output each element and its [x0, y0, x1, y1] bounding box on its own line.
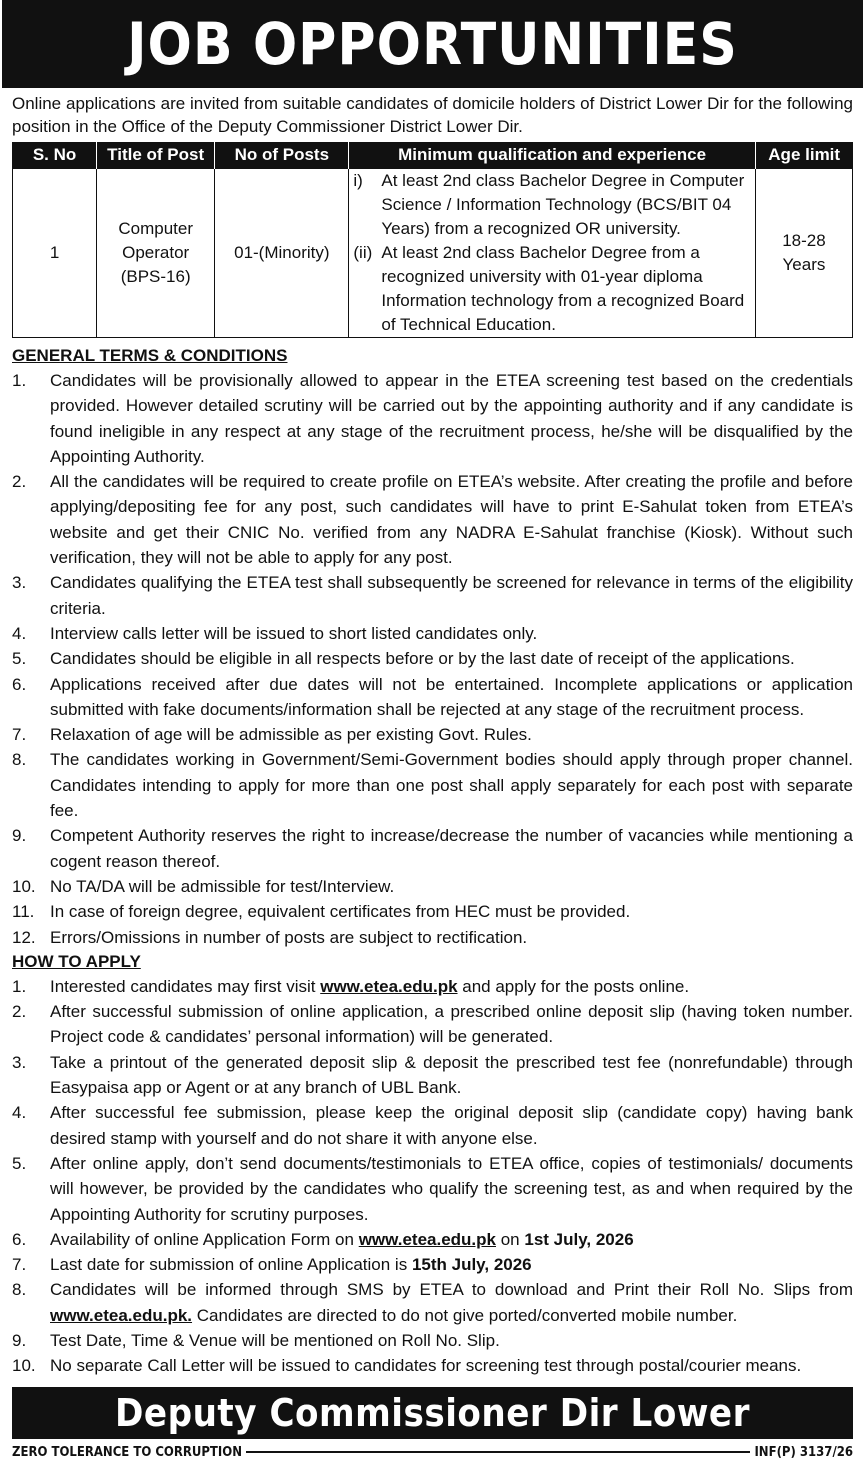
last-date: 15th July, 2026 — [411, 1255, 532, 1275]
cell-sno: 1 — [13, 169, 97, 338]
qualification-number: (ii) — [353, 243, 373, 262]
list-item — [12, 1100, 853, 1151]
item-text — [50, 1227, 853, 1252]
item-text: Candidates should be eligible in all respects before or by the last date of receipt of the applications. — [50, 649, 795, 669]
terms-heading: GENERAL TERMS & CONDITIONS — [12, 346, 288, 365]
list-item — [12, 1151, 853, 1227]
list-item — [12, 570, 853, 621]
text-segment: Candidates are directed to do not give ported/converted mobile number. — [192, 1305, 738, 1325]
authority-banner: Deputy Commissioner Dir Lower — [12, 1387, 853, 1439]
item-number: 5. — [12, 1153, 27, 1173]
list-item — [12, 1277, 853, 1328]
list-item — [12, 823, 853, 874]
item-text: No separate Call Letter will be issued to candidates for screening test through postal/courier means. — [50, 1356, 802, 1376]
age-line: Years — [782, 255, 826, 274]
cell-title — [97, 169, 215, 338]
list-item — [12, 1227, 853, 1252]
item-text: After online apply, don’t send documents/testimonials to ETEA office, copies of testimonials/ documents will however, be provided by the candidates who qualify the screening test, as and when required by the Appointing Authority for scrutiny purposes. — [50, 1153, 853, 1224]
item-number: 9. — [12, 826, 27, 846]
qualification-number: i) — [353, 171, 363, 190]
item-number: 2. — [12, 472, 27, 492]
list-item — [12, 899, 853, 924]
cell-posts: 01-(Minority) — [215, 169, 349, 338]
slogan: ZERO TOLERANCE TO CORRUPTION — [12, 1444, 242, 1460]
footer-divider — [246, 1451, 750, 1453]
text-segment: and apply for the posts online. — [457, 976, 690, 996]
posts-table — [12, 142, 853, 338]
item-number: 3. — [12, 1052, 27, 1072]
list-item — [12, 1252, 853, 1277]
item-number: 4. — [12, 623, 27, 643]
item-number: 5. — [12, 649, 27, 669]
terms-list — [12, 368, 853, 950]
list-item — [12, 974, 853, 999]
list-item — [12, 747, 853, 823]
item-number: 8. — [12, 1280, 27, 1300]
list-item — [12, 1328, 853, 1353]
item-text: Take a printout of the generated deposit slip & deposit the prescribed test fee (nonrefundable) through Easypaisa app or Agent or at any branch of UBL Bank. — [50, 1052, 853, 1098]
qualification-text: At least 2nd class Bachelor Degree from a recognized university with 01-year diploma Information technology from a recognized Board of Technical Education. — [381, 243, 745, 334]
list-item — [12, 925, 853, 950]
item-text: After successful submission of online application, a prescribed online deposit slip (having token number. Project code & candidates’ personal information) will be generated. — [50, 1002, 853, 1047]
item-text: Interview calls letter will be issued to short listed candidates only. — [50, 623, 538, 643]
title-line: Computer — [118, 219, 193, 238]
table-header-row — [13, 142, 853, 169]
item-number: 10. — [12, 1356, 36, 1376]
item-text: Competent Authority reserves the right to increase/decrease the number of vacancies while mentioning a cogent reason thereof. — [50, 826, 853, 871]
text-segment: on — [496, 1229, 525, 1249]
table-row — [13, 169, 853, 338]
item-number: 8. — [12, 750, 27, 770]
page-title: JOB OPPORTUNITIES — [2, 0, 863, 88]
cell-age — [755, 169, 852, 338]
list-item — [12, 1050, 853, 1101]
col-header-sno: S. No — [13, 142, 97, 169]
item-text: Candidates will be provisionally allowed to appear in the ETEA screening test based on the credentials provided. However detailed scrutiny will be carried out by the appointing authority and if any candidate is found ineligible in any respect at any stage of the recruitment process, he/she will be disqualified by the Appointing Authority. — [50, 371, 853, 466]
list-item — [12, 672, 853, 723]
item-text: In case of foreign degree, equivalent certificates from HEC must be provided. — [50, 902, 631, 922]
item-text: The candidates working in Government/Semi-Government bodies should apply through proper channel. Candidates intending to apply for more than one post shall apply separately for each post with separate fee. — [50, 750, 853, 821]
item-number: 4. — [12, 1103, 27, 1123]
item-number: 1. — [12, 371, 27, 390]
item-text: Test Date, Time & Venue will be mentioned on Roll No. Slip. — [50, 1330, 500, 1350]
footer-bar — [12, 1445, 853, 1460]
list-item — [12, 646, 853, 671]
item-number: 6. — [12, 1229, 27, 1249]
list-item — [12, 1353, 853, 1378]
item-number: 6. — [12, 674, 27, 694]
item-text: After successful fee submission, please keep the original deposit slip (candidate copy) having bank desired stamp with yourself and do not share it with anyone else. — [50, 1103, 853, 1148]
item-text: Applications received after due dates will not be entertained. Incomplete applications or application submitted with fake documents/information shall be rejected at any stage of the recruitment process. — [50, 674, 853, 719]
item-text: Errors/Omissions in number of posts are subject to rectification. — [50, 927, 528, 947]
item-number: 9. — [12, 1330, 27, 1350]
list-item — [12, 722, 853, 747]
qualification-text: At least 2nd class Bachelor Degree in Computer Science / Information Technology (BCS/BIT 04 Years) from a recognized OR university. — [381, 171, 745, 238]
apply-heading: HOW TO APPLY — [12, 951, 141, 971]
item-text — [50, 1252, 853, 1277]
col-header-posts: No of Posts — [215, 142, 349, 169]
item-number: 7. — [12, 1255, 27, 1275]
etea-link[interactable]: www.etea.edu.pk. — [50, 1305, 193, 1325]
text-segment: Availability of online Application Form on — [50, 1229, 359, 1249]
age-line: 18-28 — [782, 231, 826, 250]
item-text — [50, 974, 853, 999]
item-number: 11. — [12, 902, 35, 922]
text-segment: Last date for submission of online Application is — [50, 1255, 412, 1275]
etea-link[interactable]: www.etea.edu.pk — [320, 976, 458, 996]
item-text: No TA/DA will be admissible for test/Interview. — [50, 876, 395, 896]
item-number: 10. — [12, 876, 36, 896]
cell-qualification — [349, 169, 755, 338]
list-item — [12, 469, 853, 570]
list-item — [12, 368, 853, 469]
item-text: Candidates qualifying the ETEA test shall subsequently be screened for relevance in terms of the eligibility criteria. — [50, 573, 853, 618]
col-header-qualification: Minimum qualification and experience — [349, 142, 755, 169]
item-number: 3. — [12, 573, 27, 593]
col-header-age: Age limit — [755, 142, 852, 169]
intro-paragraph: Online applications are invited from suitable candidates of domicile holders of District Lower Dir for the following position in the Office of the Deputy Commissioner District Lower Dir. — [12, 94, 853, 136]
item-text: All the candidates will be required to create profile on ETEA’s website. After creating the profile and before applying/depositing fee for any post, such candidates will have to print E-Sahulat token from ETEA’s website and get their CNIC No. verified from any NADRA E-Sahulat franchise (Kiosk). Without such verification, they will not be able to apply for any post. — [50, 472, 853, 568]
item-number: 7. — [12, 725, 27, 745]
title-line: Operator — [122, 243, 190, 262]
text-segment: Candidates will be informed through SMS by ETEA to download and Print their Roll No. Slips from — [50, 1280, 853, 1300]
item-number: 12. — [12, 927, 36, 947]
col-header-title: Title of Post — [97, 142, 215, 169]
title-line: (BPS-16) — [120, 267, 191, 286]
item-number: 1. — [12, 976, 27, 996]
apply-list — [12, 974, 853, 1379]
list-item — [12, 999, 853, 1050]
availability-date: 1st July, 2026 — [524, 1229, 634, 1249]
item-text: Relaxation of age will be admissible as per existing Govt. Rules. — [50, 725, 532, 745]
reference-number: INF(P) 3137/26 — [754, 1444, 853, 1460]
item-text — [50, 1277, 853, 1328]
qualification-item — [353, 169, 750, 241]
item-number: 2. — [12, 1002, 27, 1022]
text-segment: Interested candidates may first visit — [50, 976, 321, 996]
qualification-item — [353, 241, 750, 337]
etea-link[interactable]: www.etea.edu.pk — [358, 1229, 496, 1249]
list-item — [12, 621, 853, 646]
list-item — [12, 874, 853, 899]
